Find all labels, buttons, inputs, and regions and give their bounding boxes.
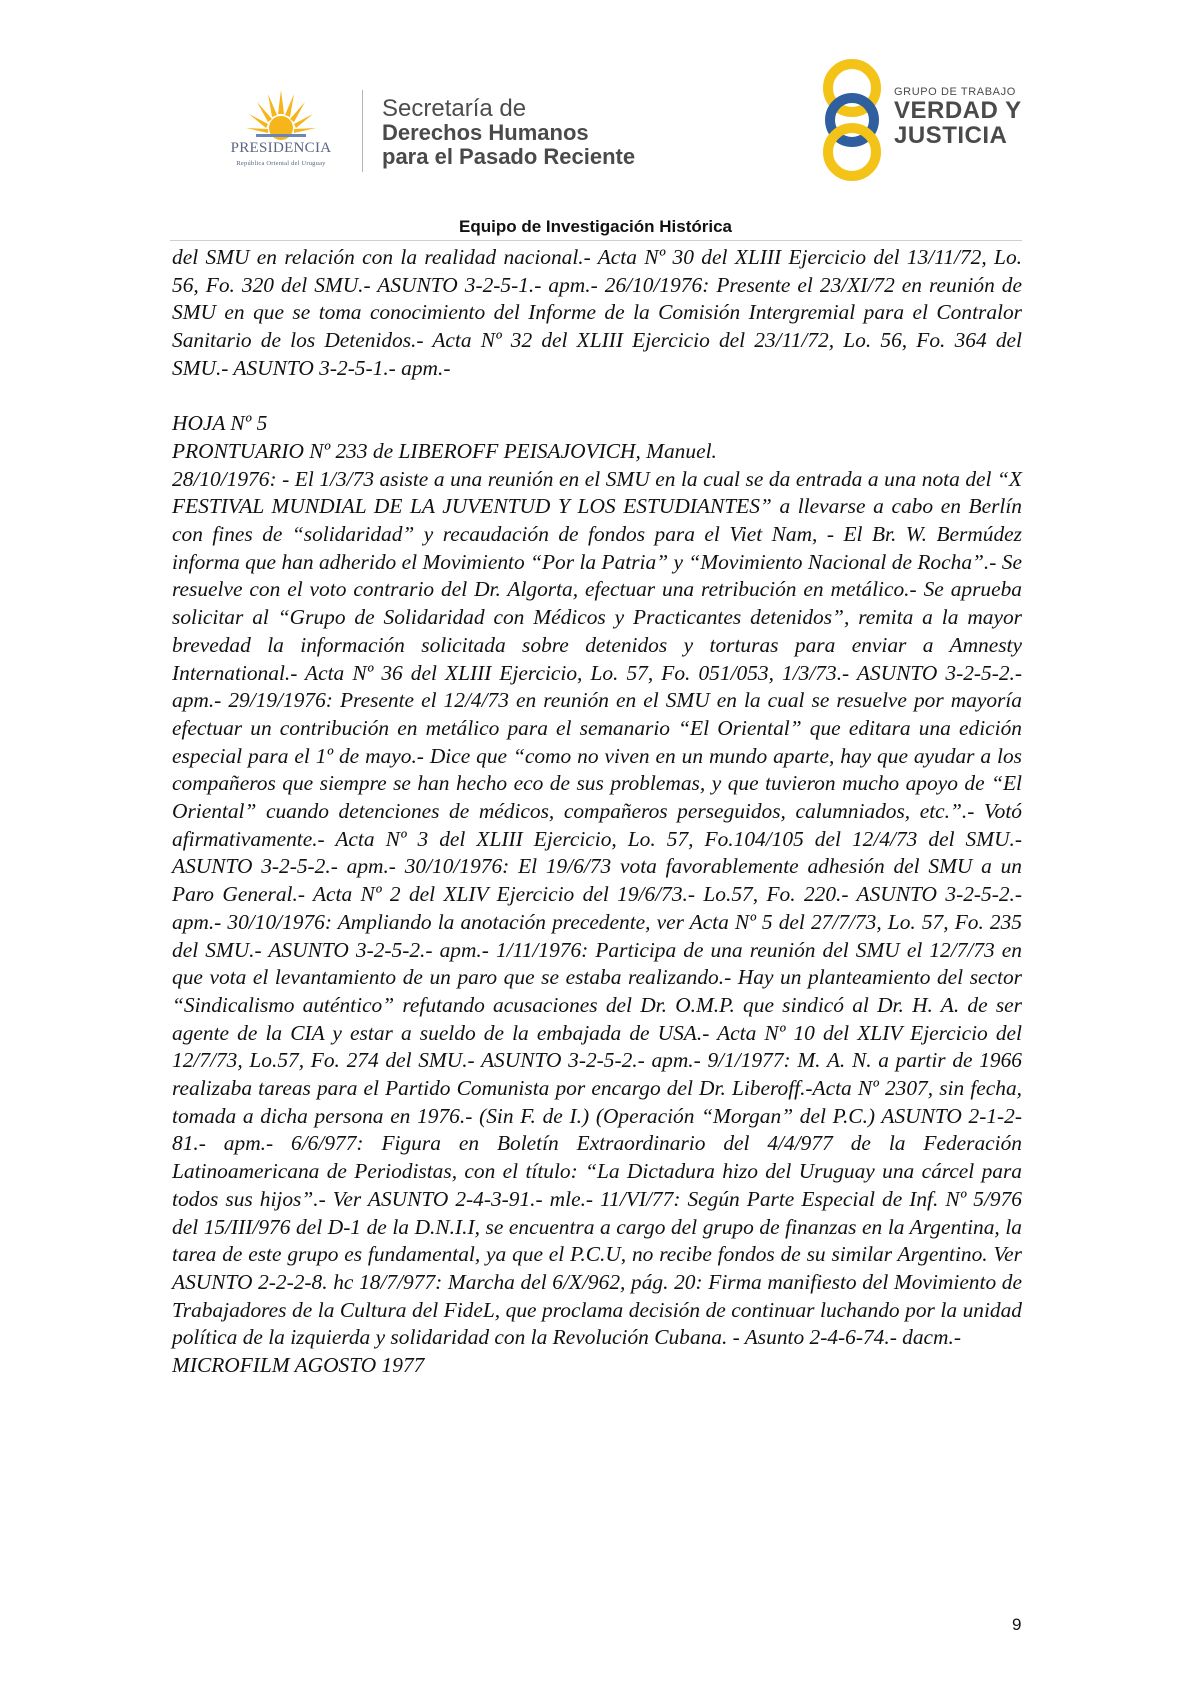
- presidencia-name: PRESIDENCIA: [230, 140, 332, 156]
- prontuario-heading: PRONTUARIO Nº 233 de LIBEROFF PEISAJOVICH, Manuel.: [172, 438, 717, 463]
- presidencia-subtitle: República Oriental del Uruguay: [236, 160, 326, 167]
- logo-divider: [362, 90, 363, 172]
- header-rule: [170, 240, 1022, 241]
- gtvj-line-2: VERDAD Y: [894, 97, 1022, 124]
- verdad-justicia-mark-icon: [818, 58, 886, 182]
- microfilm-note: MICROFILM AGOSTO 1977: [172, 1353, 425, 1378]
- gtvj-line-3: JUSTICIA: [894, 122, 1008, 149]
- sun-icon: [246, 88, 316, 144]
- verdad-justicia-logo: [818, 58, 1048, 182]
- hoja-heading: HOJA Nº 5: [172, 411, 268, 436]
- secretaria-line-1: Secretaría de: [382, 95, 527, 122]
- page-number: 9: [1012, 1615, 1022, 1634]
- secretaria-line-3: para el Pasado Reciente: [382, 144, 636, 169]
- unit-title: Equipo de Investigación Histórica: [459, 217, 732, 236]
- secretaria-line-2: Derechos Humanos: [382, 120, 589, 145]
- blank-line: [172, 383, 1022, 411]
- presidencia-logo: [210, 88, 352, 174]
- paragraph-1: del SMU en relación con la realidad nacional.- Acta Nº 30 del XLIII Ejercicio del 13/11/72, Lo. 56, Fo. 320 del SMU.- ASUNTO 3-2-5-1.- apm.- 26/10/1976: Presente el 23/XI/72 en reunión de SMU en que se toma conocimiento del Informe de la Comisión Intergremial para el Contralor Sanitario de los Detenidos.- Acta Nº 32 del XLIII Ejercicio del 23/11/72, Lo. 56, Fo. 364 del SMU.- ASUNTO 3-2-5-1.- apm.-: [172, 245, 1022, 380]
- document-body: [172, 244, 1022, 1380]
- paragraph-2: 28/10/1976: - El 1/3/73 asiste a una reunión en el SMU en la cual se da entrada a una nota del “X FESTIVAL MUNDIAL DE LA JUVENTUD Y LOS ESTUDIANTES” a llevarse a cabo en Berlín con fines de “solidaridad” y recaudación de fondos para el Viet Nam, - El Br. W. Bermúdez informa que han adherido el Movimiento “Por la Patria” y “Movimiento Nacional de Rocha”.- Se resuelve con el voto contrario del Dr. Algorta, efectuar una retribución en metálico.- Se aprueba solicitar al “Grupo de Solidaridad con Médicos y Practicantes detenidos”, remita a la mayor brevedad la información solicitada sobre detenidos y torturas para enviar a Amnesty International.- Acta Nº 36 del XLIII Ejercicio, Lo. 57, Fo. 051/053, 1/3/73.- ASUNTO 3-2-5-2.- apm.- 29/19/1976: Presente el 12/4/73 en reunión en el SMU en la cual se resuelve por mayoría efectuar un contribución en metálico para el semanario “El Oriental” que editara una edición especial para el 1º de mayo.- Dice que “como no viven en un mundo aparte, hay que ayudar a los compañeros que siempre se han hecho eco de sus problemas, y que tuvieron mucho apoyo de “El Oriental” cuando detenciones de médicos, compañeros perseguidos, calumniados, etc.”.- Votó afirmativamente.- Acta Nº 3 del XLIII Ejercicio, Lo. 57, Fo.104/105 del 12/4/73 del SMU.- ASUNTO 3-2-5-2.- apm.- 30/10/1976: El 19/6/73 vota favorablemente adhesión del SMU a un Paro General.- Acta Nº 2 del XLIV Ejercicio del 19/6/73.- Lo.57, Fo. 220.- ASUNTO 3-2-5-2.-apm.- 30/10/1976: Ampliando la anotación precedente, ver Acta Nº 5 del 27/7/73, Lo. 57, Fo. 235 del SMU.- ASUNTO 3-2-5-2.- apm.- 1/11/1976: Participa de una reunión del SMU el 12/7/73 en que vota el levantamiento de un paro que se estaba realizando.- Hay un planteamiento del sector “Sindicalismo auténtico” refutando acusaciones del Dr. O.M.P. que sindicó al Dr. H. A. de ser agente de la CIA y estar a sueldo de la embajada de USA.- Acta Nº 10 del XLIV Ejercicio del 12/7/73, Lo.57, Fo. 274 del SMU.- ASUNTO 3-2-5-2.- apm.- 9/1/1977: M. A. N. a partir de 1966 realizaba tareas para el Partido Comunista por encargo del Dr. Liberoff.-Acta Nº 2307, sin fecha, tomada a dicha persona en 1976.- (Sin F. de I.) (Operación “Morgan” del P.C.) ASUNTO 2-1-2-81.- apm.- 6/6/977: Figura en Boletín Extraordinario del 4/4/977 de la Federación Latinoamericana de Periodistas, con el título: “La Dictadura hizo del Uruguay una cárcel para todos sus hijos”.- Ver ASUNTO 2-4-3-91.- mle.- 11/VI/77: Según Parte Especial de Inf. Nº 5/976 del 15/III/976 del D-1 de la D.N.I.I, se encuentra a cargo del grupo de finanzas en la Argentina, la tarea de este grupo es fundamental, ya que el P.C.U, no recibe fondos de su similar Argentino. Ver ASUNTO 2-2-2-8. hc 18/7/977: Marcha del 6/X/962, pág. 20: Firma manifiesto del Movimiento de Trabajadores de la Cultura del FideL, que proclama decisión de continuar luchando por la unidad política de la izquierda y solidaridad con la Revolución Cubana. - Asunto 2-4-6-74.- dacm.-: [172, 466, 1022, 1350]
- gtvj-line-1: GRUPO DE TRABAJO: [894, 86, 1016, 98]
- secretaria-logo-text: [382, 97, 635, 169]
